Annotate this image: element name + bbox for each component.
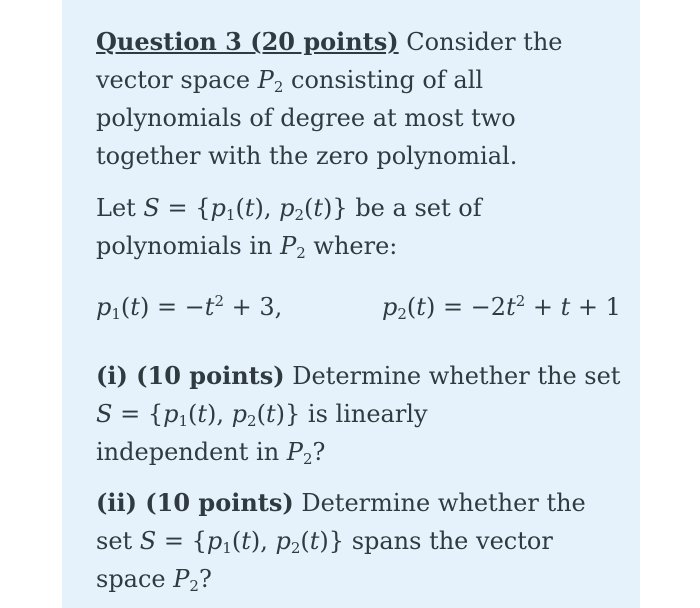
question-paragraph bbox=[96, 23, 563, 175]
let-s-paragraph bbox=[96, 189, 482, 265]
part-ii-line-1: (ii) (10 points) Determine whether the bbox=[96, 488, 586, 517]
part-i-label: (i) (10 points) bbox=[96, 361, 285, 390]
question-line-4: together with the zero polynomial. bbox=[96, 142, 518, 170]
part-ii-line-3: space $P_2$? bbox=[96, 565, 212, 595]
part-i-line-2: $S = \{p_1(t)$, $p_2(t)$} is linearly bbox=[96, 400, 428, 430]
part-i-line-3: independent in $P_2$? bbox=[96, 438, 326, 468]
question-line-1: Question 3 (20 points) Consider the bbox=[96, 27, 563, 56]
equation-p1: $p_1(t) = -t^2 + 3$, bbox=[96, 292, 283, 323]
question-title: Question 3 (20 points) bbox=[96, 27, 399, 56]
let-s-line-2: polynomials in $P_2$ where: bbox=[96, 232, 398, 262]
part-i-paragraph bbox=[96, 357, 620, 471]
part-i-line-1: (i) (10 points) Determine whether the set bbox=[96, 361, 621, 390]
part-ii-label: (ii) (10 points) bbox=[96, 488, 294, 517]
question-line-3: polynomials of degree at most two bbox=[96, 104, 516, 132]
part-ii-paragraph bbox=[96, 484, 586, 598]
part-ii-line-2: set $S = \{p_1(t)$, $p_2(t)$} spans the vector bbox=[96, 527, 553, 557]
question-line-2: vector space $P_2$ consisting of all bbox=[96, 66, 484, 96]
let-s-line-1: Let $S = \{p_1(t)$, $p_2(t)$} be a set of bbox=[96, 194, 482, 224]
equation-p2: $p_2(t) = -2t^2 + t + 1$ bbox=[382, 292, 621, 323]
